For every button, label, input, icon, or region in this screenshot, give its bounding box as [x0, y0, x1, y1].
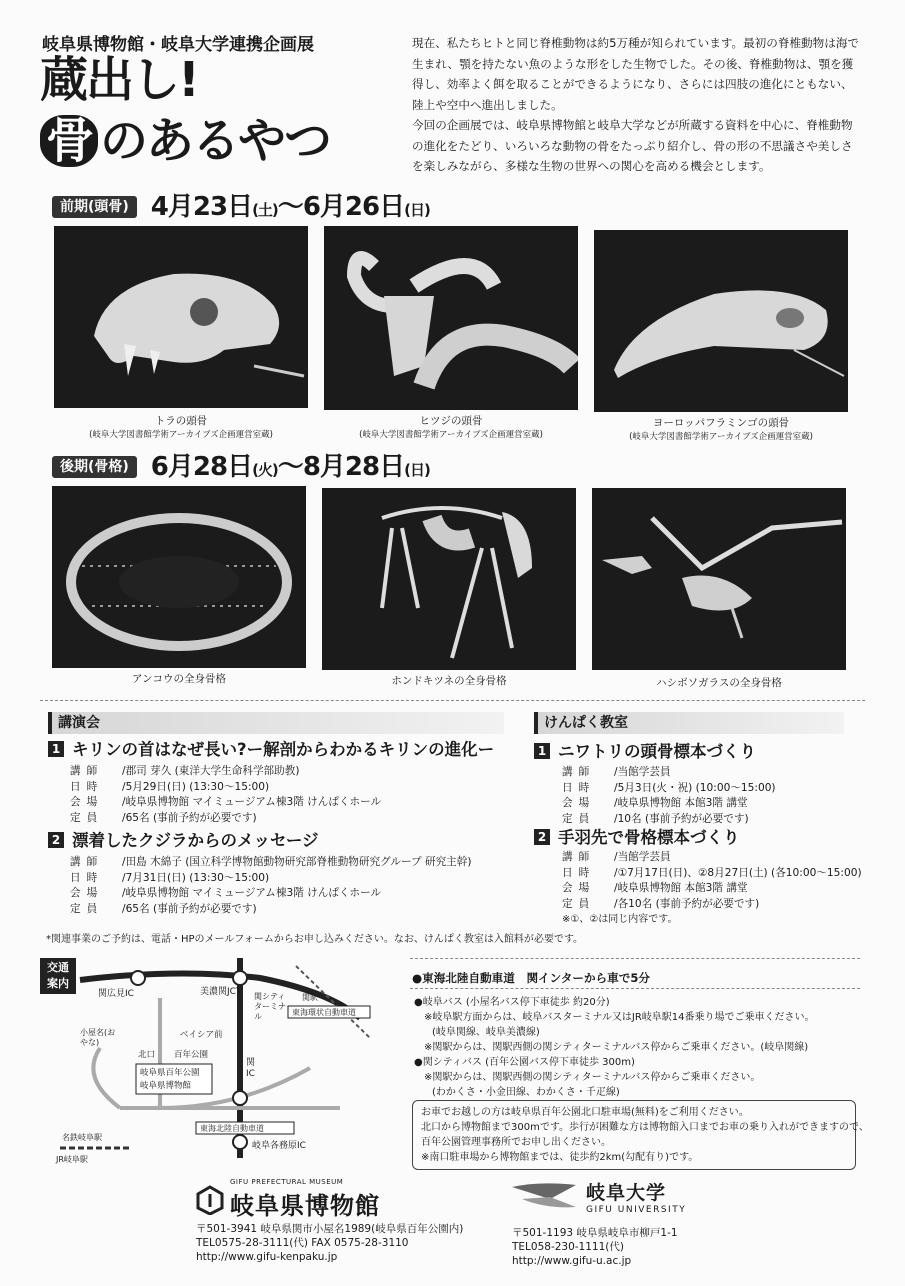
period2-end-dow: (日) — [404, 461, 430, 479]
period2-end-date: 8月28日 — [302, 452, 405, 482]
exhibition-subtitle: 岐阜県博物館・岐阜大学連携企画展 — [42, 35, 314, 55]
caption-tiger-name: トラの頭骨 — [154, 415, 208, 427]
lecture-1-row — [70, 764, 381, 780]
lecture-1-value: /5月29日(日) (13:30〜15:00) — [122, 780, 270, 793]
access-bus-info — [414, 995, 815, 1100]
class-2-row — [562, 866, 862, 882]
class-1-value: /岐阜県博物館 本館3階 講堂 — [614, 797, 748, 809]
lecture-2-row — [70, 871, 472, 887]
lecture-2-title — [48, 830, 319, 852]
period1-end-date: 6月26日 — [302, 192, 405, 222]
bus-line: ※岐阜駅方面からは、岐阜バスターミナル又はJR岐阜駅14番乗り場でご乗車ください。 — [424, 1012, 815, 1023]
lecture-1-key: 日時 — [70, 780, 104, 793]
lecture-1-key: 会場 — [70, 796, 104, 808]
lecture-2-row — [70, 902, 472, 918]
caption-tiger — [54, 414, 308, 442]
reservation-note: *関連事業のご予約は、電話・HPのメールフォームからお申し込みください。なお、けんぱく教室は入館料が必要です。 — [46, 934, 584, 945]
caption-anglerfish — [52, 672, 306, 686]
class-1-row — [562, 812, 776, 828]
map-hyakunen-koen: 百年公園 — [174, 1050, 209, 1060]
fox-skeleton-photo — [322, 488, 576, 670]
parking-line: 百年公園管理事務所でお申し出ください。 — [421, 1137, 611, 1148]
access-map — [40, 958, 402, 1170]
caption-sheep-source: (岐阜大学図書館学術アーカイブズ企画運営室蔵) — [359, 430, 543, 440]
class-1-number: 1 — [534, 743, 550, 759]
museum-tel: TEL0575-28-3111(代) FAX 0575-28-3110 — [196, 1237, 409, 1249]
class-1-row — [562, 796, 776, 812]
period1-start-dow: (土) — [252, 201, 278, 219]
lecture-2-key: 会場 — [70, 887, 104, 899]
period1-start-date: 4月23日 — [150, 192, 253, 222]
class-1-title-text: ニワトリの頭骨標本づくり — [558, 742, 756, 761]
period2-start-dow: (火) — [252, 461, 278, 479]
access-label-b: 案内 — [47, 977, 69, 990]
university-name-en: GIFU UNIVERSITY — [586, 1205, 687, 1215]
bone-char-badge: 骨 — [40, 115, 98, 167]
university-tel: TEL058-230-1111(代) — [512, 1241, 624, 1253]
class-1-row — [562, 781, 776, 797]
bus-line: ●関シティバス (百年公園バス停下車徒歩 300m) — [414, 1057, 635, 1068]
flamingo-skull-icon — [594, 230, 848, 412]
period1-label: 前期(頭骨) — [52, 196, 137, 218]
caption-crow-name: ハシボソガラスの全身骨格 — [656, 677, 782, 689]
museum-logo-icon — [196, 1185, 224, 1215]
period2-tilde: 〜 — [277, 452, 303, 482]
intro-text — [412, 33, 860, 177]
museum-address: 〒501-3941 岐阜県関市小屋名1989(岐阜県百年公園内) — [196, 1223, 464, 1235]
class-1-key: 定員 — [562, 812, 596, 825]
lecture-2-value: /田島 木綿子 (国立科学博物館動物研究部脊椎動物研究グループ 研究主幹) — [122, 856, 472, 868]
university-address: 〒501-1193 岐阜県岐阜市柳戸1-1 — [512, 1227, 678, 1239]
exhibition-title-line1: 蔵出し! — [40, 52, 198, 108]
lecture-2-row — [70, 855, 472, 871]
caption-fox-name: ホンドキツネの全身骨格 — [391, 675, 507, 687]
map-park-name: 岐阜県百年公園 — [140, 1068, 200, 1078]
lecture-2-value: /7月31日(日) (13:30〜15:00) — [122, 871, 270, 884]
lecture-2-key: 講師 — [70, 856, 104, 868]
tiger-skull-photo — [54, 226, 308, 408]
caption-tiger-source: (岐阜大学図書館学術アーカイブズ企画運営室蔵) — [89, 430, 273, 440]
class-2-title-text: 手羽先で骨格標本づくり — [558, 828, 740, 847]
class-2-value: /各10名 (事前予約が必要です) — [614, 897, 760, 910]
period1-dates — [151, 194, 430, 220]
caption-flamingo-source: (岐阜大学図書館学術アーカイブズ企画運営室蔵) — [629, 432, 813, 442]
map-seki-ic: 関IC — [246, 1058, 256, 1079]
access-car: ●東海北陸自動車道 関インターから車で5分 — [412, 971, 651, 985]
intro-paragraph-1: 現在、私たちヒトと同じ脊椎動物は約5万種が知られています。最初の脊椎動物は海で生まれ、顎を持たない魚のような形をした生物でした。その後、脊椎動物は、顎を獲得し、効率よく餌を取ることができるようになり、さらには四肢の進化にともない、陸上や空中へ進出しました。 — [412, 36, 860, 112]
period1-end-dow: (日) — [404, 201, 430, 219]
lecture-1-row — [70, 780, 381, 796]
map-kitaguchi: 北口 — [138, 1050, 156, 1060]
university-url[interactable]: http://www.gifu-u.ac.jp — [512, 1255, 632, 1267]
class-2-title — [534, 827, 740, 849]
sheep-skull-icon — [324, 226, 578, 410]
class-2-key: 定員 — [562, 897, 596, 910]
crow-skeleton-photo — [592, 488, 846, 670]
map-tokai-kanjo: 東海環状自動車道 — [292, 1008, 356, 1017]
map-kakamigahara-ic: 岐阜各務原IC — [252, 1141, 306, 1151]
class-1-details — [562, 765, 776, 827]
lecture-2-key: 日時 — [70, 871, 104, 884]
class-1-row — [562, 765, 776, 781]
class-2-row — [562, 897, 862, 913]
class-1-key: 日時 — [562, 781, 596, 794]
period2-header — [52, 454, 430, 480]
lecture-1-key: 定員 — [70, 811, 104, 824]
university-logo — [510, 1178, 686, 1215]
caption-flamingo — [594, 416, 848, 444]
map-minoseki-jct: 美濃関JCT — [200, 987, 242, 997]
map-seki-station: 関駅 — [302, 993, 318, 1002]
class-1-value: /5月3日(火・祝) (10:00〜15:00) — [614, 781, 776, 794]
class-2-details — [562, 850, 862, 928]
class-2-note: ※①、②は同じ内容です。 — [562, 914, 678, 925]
museum-logo — [196, 1178, 380, 1221]
museum-contact — [196, 1222, 463, 1264]
map-jr-gifu: JR岐阜駅 — [56, 1155, 88, 1164]
flamingo-skull-photo — [594, 230, 848, 412]
map-koaza: 小屋名(おやな) — [80, 1028, 116, 1047]
period1-tilde: 〜 — [277, 192, 303, 222]
parking-line: お車でお越しの方は岐阜県百年公園北口駐車場(無料)をご利用ください。 — [421, 1107, 749, 1118]
period2-dates — [151, 454, 430, 480]
university-contact — [512, 1226, 678, 1268]
map-beisia: ベイシア前 — [180, 1030, 223, 1040]
map-tokai-hokuriku: 東海北陸自動車道 — [200, 1124, 264, 1133]
class-1-value: /10名 (事前予約が必要です) — [614, 812, 749, 825]
parking-line: 北口から博物館まで300mです。歩行が困難な方は博物館入口までお車の乗り入れができますので、 — [421, 1122, 869, 1133]
class-2-number: 2 — [534, 829, 550, 845]
parking-line: ※南口駐車場から博物館までは、徒歩約2km(勾配有り)です。 — [421, 1152, 699, 1163]
map-meitetsu-gifu: 名鉄岐阜駅 — [62, 1133, 102, 1142]
access-divider-2 — [410, 988, 860, 989]
fox-skeleton-icon — [322, 488, 576, 670]
museum-name: 岐阜県博物館 — [230, 1192, 380, 1220]
class-1-key: 会場 — [562, 797, 596, 809]
lecture-1-value: /岐阜県博物館 マイミュージアム棟3階 けんぱくホール — [122, 796, 382, 808]
university-logo-icon — [510, 1179, 580, 1215]
section-divider — [40, 700, 865, 701]
intro-paragraph-2: 今回の企画展では、岐阜県博物館と岐阜大学などが所蔵する資料を中心に、脊椎動物の進化をたどり、いろいろな動物の骨をたっぷり紹介し、骨の形の不思議さや美しさを楽しみながら、多様な生物の世界への関心を高める機会とします。 — [412, 118, 853, 173]
anglerfish-skeleton-photo — [52, 486, 306, 668]
lecture-1-row — [70, 795, 381, 811]
map-seki-city-terminal: 関シティターミナル — [254, 992, 286, 1021]
class-2-value: /岐阜県博物館 本館3階 講堂 — [614, 882, 748, 894]
lecture-2-row — [70, 886, 472, 902]
sheep-skull-photo — [324, 226, 578, 410]
lecture-1-title — [48, 739, 494, 761]
caption-fox — [322, 674, 576, 688]
caption-anglerfish-name: アンコウの全身骨格 — [131, 673, 227, 685]
lecture-1-number: 1 — [48, 741, 64, 757]
museum-name-en: GIFU PREFECTURAL MUSEUM — [230, 1178, 344, 1186]
class-1-key: 講師 — [562, 766, 596, 778]
class-2-key: 会場 — [562, 882, 596, 894]
lecture-2-value: /65名 (事前予約が必要です) — [122, 902, 257, 915]
class-1-title — [534, 741, 756, 763]
lecture-2-details — [70, 855, 472, 917]
crow-skeleton-icon — [592, 488, 846, 670]
lecture-1-details — [70, 764, 381, 826]
lecture-2-value: /岐阜県博物館 マイミュージアム棟3階 けんぱくホール — [122, 887, 382, 899]
class-2-row — [562, 881, 862, 897]
map-museum: 岐阜県博物館 — [140, 1081, 192, 1091]
bus-line: ●岐阜バス (小屋名バス停下車徒歩 約20分) — [414, 997, 610, 1008]
lecture-2-title-text: 漂着したクジラからのメッセージ — [72, 831, 319, 850]
lecture-1-row — [70, 811, 381, 827]
lecture-1-value: /65名 (事前予約が必要です) — [122, 811, 257, 824]
lecture-2-number: 2 — [48, 832, 64, 848]
access-divider — [410, 958, 860, 959]
class-2-row — [562, 850, 862, 866]
access-label-a: 交通 — [47, 961, 69, 974]
caption-flamingo-name: ヨーロッパフラミンゴの頭骨 — [652, 417, 790, 429]
class-1-value: /当館学芸員 — [614, 766, 671, 778]
bus-line: (わかくさ・小金田線、わかくさ・千疋線) — [432, 1087, 620, 1098]
class-2-key: 講師 — [562, 851, 596, 863]
class-2-value: /①7月17日(日)、②8月27日(土) (各10:00〜15:00) — [614, 866, 862, 879]
bus-line: ※関駅からは、関駅西側の関シティターミナルバス停からご乗車ください。 — [424, 1072, 761, 1083]
tiger-skull-icon — [54, 226, 308, 408]
parking-note-box — [412, 1100, 869, 1170]
class-2-value: /当館学芸員 — [614, 851, 671, 863]
class-2-key: 日時 — [562, 866, 596, 879]
university-name: 岐阜大学 — [586, 1182, 667, 1204]
anglerfish-skeleton-icon — [52, 486, 306, 668]
bus-line: (岐阜関線、岐阜美濃線) — [432, 1027, 540, 1038]
caption-sheep-name: ヒツジの頭骨 — [419, 415, 483, 427]
lecture-1-title-text: キリンの首はなぜ長い?ー解剖からわかるキリンの進化ー — [72, 740, 495, 759]
map-seki-hiroshima-ic: 関広見IC — [98, 989, 134, 999]
lecture-1-value: /郡司 芽久 (東洋大学生命科学部助教) — [122, 765, 300, 777]
classes-heading: けんぱく教室 — [534, 712, 844, 734]
lecture-1-key: 講師 — [70, 765, 104, 777]
period2-label: 後期(骨格) — [52, 456, 137, 478]
lecture-2-key: 定員 — [70, 902, 104, 915]
period2-start-date: 6月28日 — [150, 452, 253, 482]
caption-sheep — [324, 414, 578, 442]
bus-line: ※関駅からは、関駅西側の関シティターミナルバス停からご乗車ください。(岐阜関線) — [424, 1042, 809, 1053]
title-line2-rest: のあるやつ — [100, 113, 331, 169]
exhibition-title-line2 — [40, 115, 330, 167]
lectures-heading: 講演会 — [48, 712, 504, 734]
caption-crow — [592, 676, 846, 690]
period1-header — [52, 194, 430, 220]
museum-url[interactable]: http://www.gifu-kenpaku.jp — [196, 1251, 338, 1263]
